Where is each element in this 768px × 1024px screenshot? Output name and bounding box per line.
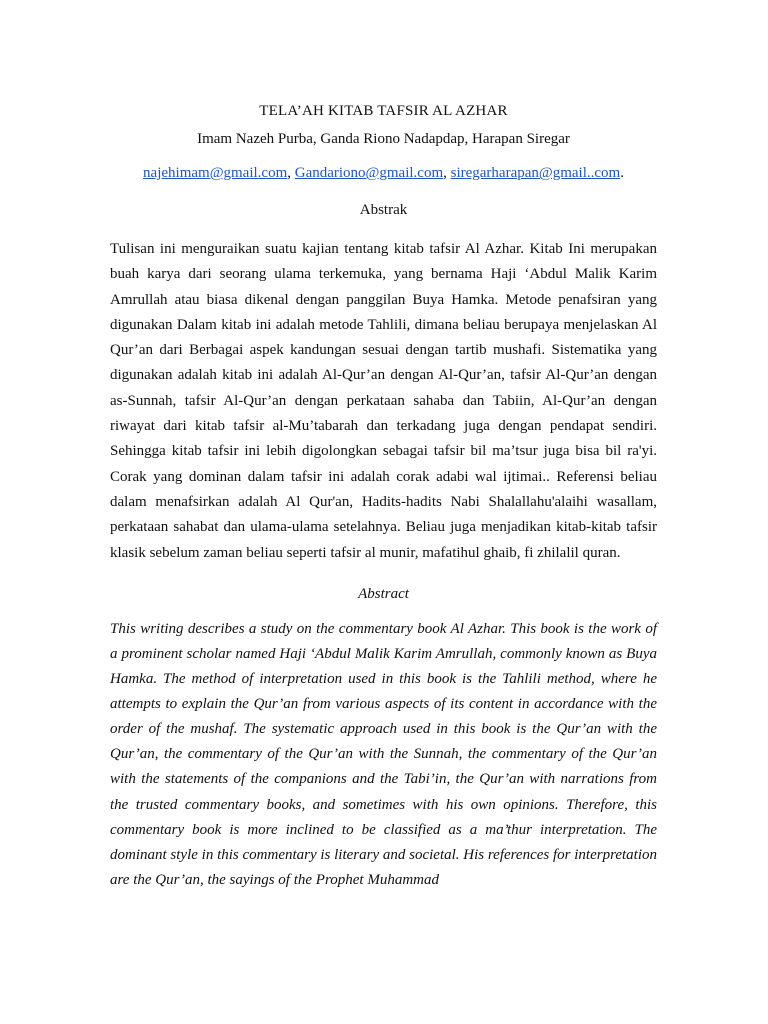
email-separator-2: ,	[443, 165, 451, 181]
author-list: Imam Nazeh Purba, Ganda Riono Nadapdap, Harapan Siregar	[197, 131, 570, 147]
paper-title: TELA’AH KITAB TAFSIR AL AZHAR	[259, 103, 508, 119]
abstrak-heading: Abstrak	[359, 202, 408, 218]
email-link-1[interactable]: najehimam@gmail.com	[143, 165, 288, 181]
abstract-body: This writing describes a study on the commentary book Al Azhar. This book is the work of a prominent scholar named Haji ‘Abdul Malik Karim Amrullah, commonly known as Buya Hamka. The method of interpretation used in this book is the Tahlili method, where he attempts to explain the Qur’an from various aspects of its content in accordance with the order of the mushaf. The systematic approach used in this book is the Qur’an with the Qur’an, the commentary of the Qur’an with the Sunnah, the commentary of the Qur’an with the statements of the companions and the Tabi’in, the Qur’an with narrations from the trusted commentary books, and sometimes with his own opinions. Therefore, this commentary book is more inclined to be classified as a ma’thur interpretation. The dominant style in this commentary is literary and societal. His references for interpretation are the Qur’an, the sayings of the Prophet Muhammad	[110, 620, 658, 888]
abstract-heading: Abstract	[358, 585, 409, 602]
abstrak-body: Tulisan ini menguraikan suatu kajian tentang kitab tafsir Al Azhar. Kitab Ini merupakan buah karya dari seorang ulama terkemuka, yang bernama Haji ‘Abdul Malik Karim Amrullah atau biasa dikenal dengan panggilan Buya Hamka. Metode penafsiran yang digunakan Dalam kitab ini adalah metode Tahlili, dimana beliau berupaya menjelaskan Al Qur’an dari Berbagai aspek kandungan sesuai dengan tartib mushafi. Sistematika yang digunakan adalah kitab ini adalah Al-Qur’an dengan Al-Qur’an, tafsir Al-Qur’an dengan as-Sunnah, tafsir Al-Qur’an dengan perkataan sahaba dan Tabiin, Al-Qur’an dengan riwayat dari kitab tafsir al-Mu’tabarah dan terkadang juga dengan pendapat sendiri. Sehingga kitab tafsir ini lebih digolongkan sebagai tafsir bil ma’tsur juga bisa bil ra'yi. Corak yang dominan dalam tafsir ini adalah corak adabi wal ijtimai.. Referensi beliau dalam menafsirkan adalah Al Qur'an, Hadits-hadits Nabi Shalallahu'alaihi wasallam, perkataan sahabat dan ulama-ulama setelahnya. Beliau juga menjadikan kitab-kitab tafsir klasik sebelum zaman beliau seperti tafsir al munir, mafatihul ghaib, fi zhilalil quran.	[110, 241, 657, 561]
email-link-3[interactable]: siregarharapan@gmail..com	[450, 165, 621, 181]
author-emails	[110, 162, 657, 184]
paper-page	[110, 100, 657, 893]
email-separator-1: ,	[287, 165, 295, 181]
email-end-punctuation: .	[620, 165, 624, 181]
email-link-2[interactable]: Gandariono@gmail.com	[294, 165, 444, 181]
